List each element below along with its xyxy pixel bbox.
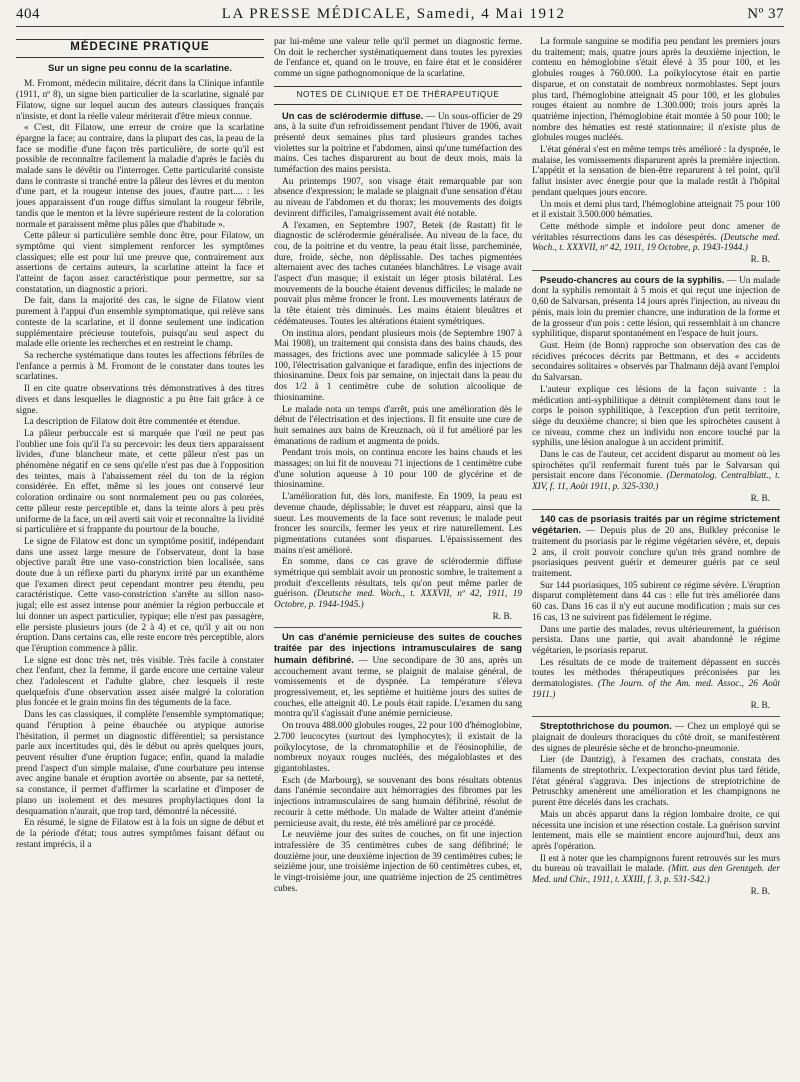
paragraph: Dans le cas de l'auteur, cet accident disparut au moment où les spirochètes qu'il renfermait furent tués par le Salvarsan qui persistait encore dans l'économie.	[532, 450, 780, 482]
reference: (Mitt. aus den Grenzgeb. der Med. und Chir., 1911, t. XXIII, f. 3, p. 531-542.)	[532, 864, 780, 886]
paragraph: Lier (de Dantzig), à l'examen des crachats, constata des filaments de streptothrix. L'expectoration devint plus tard fétide, l'état général s'aggrava. Des injections de streptotrichine de Petruschky amenèrent une amélioration et les champignons ne purent être décelés dans les crachats.	[532, 755, 780, 809]
reference: (Deutsche med. Woch., t. XXXVII, nº 42, 1911, 19 Octobre, p. 1944-1945.)	[274, 589, 522, 611]
divider	[532, 716, 780, 717]
issue-number: Nº 37	[747, 6, 784, 22]
paragraph: A l'examen, en Septembre 1907, Betek (de Rastatt) fit le diagnostic de sclérodermie généralisée. Au niveau de la face, du cou, de la poitrine et du ventre, la peau était lisse, parcheminée, dure, froide, sèche, non déplissable. Des taches pigmentées alternaient avec des taches cutanées blanchâtres. Le visage avait l'aspect d'un masque; il existait un léger ptosis bilatéral. Les mouvements de la bouche étaient devenus difficiles; le malade ne pouvait plus même froncer le front. Les mouvements latéraux de la tête étaient très diminués. Les mains étaient bleuâtres et cédémateuses. Toutes les altérations étaient symétriques.	[274, 220, 522, 327]
column-3	[532, 37, 780, 897]
paragraph: Gust. Heim (de Bonn) rapproche son observation des cas de récidives précoces décrits par Bettmann, et des « accidents secondaires solitaires » observés par Thalmann déjà avant l'emploi du Salvarsan.	[532, 340, 780, 384]
paragraph: Sa recherche systématique dans toutes les affections fébriles de l'enfance a permis à M. Fromont de le constater dans toutes les scarlatines.	[16, 350, 264, 383]
divider	[532, 270, 780, 271]
reference: (Deutsche med. Woch., t. XXXVII, nº 42, 1911, 19 Octobre, p. 1943-1944.)	[532, 232, 780, 254]
paragraph: Les résultats de ce mode de traitement dépassent en succès toutes les méthodes thérapeutiques préconisées par les dermatologistes.	[532, 657, 780, 690]
signature: R. B.	[492, 611, 512, 622]
paragraph: Dans une partie des malades, revus ultérieurement, la guérison persista. Dans une partie, qui avait abandonné le régime végétarien, le psoriasis reparut.	[532, 624, 780, 656]
paragraph: — Un malade dont la syphilis remontait à 5 mois et qui reçut une injection de 0,60 de Salvarsan, présenta 14 jours après l'injection, au niveau du pénis, mais loin du premier chancre, une induration de la forme et de la grosseur d'un pois : cette lésion, qui ressemblait à un chancre syphilitique, disparut spontanément en l'espace de huit jours.	[532, 275, 780, 340]
paragraph: — Depuis plus de 20 ans, Bulkley préconise le traitement du psoriasis par le régime végétarien sévère, et, depuis 2 ans, il croit pouvoir conclure qu'un très grand nombre de psoriasiques peuvent guérir et demeurer guéris par ce seul traitement.	[532, 526, 780, 580]
paragraph: L'auteur explique ces lésions de la façon suivante : la médication anti-syphilitique a détruit complètement dans tout le corps le poison syphilitique, à l'exception d'un petit territoire, siège du deuxième chancre; si bien que les spirochètes causent à ce niveau, comme chez un individu non encore touché par la syphilis, une lésion analogue à un accident primitif.	[532, 384, 780, 449]
paragraph: Un mois et demi plus tard, l'hémoglobine atteignait 75 pour 100 et il existait 3.500.000 hématies.	[532, 199, 780, 221]
columns	[16, 37, 784, 897]
paragraph: Au printemps 1907, son visage était remarquable par son absence d'expression; le malade se plaignait d'une sensation d'étau au niveau de l'abdomen et du thorax; les mouvements des doigts devinrent difficiles, l'amaigrissement avait été notable.	[274, 176, 522, 219]
column-1	[16, 37, 264, 897]
paragraph: L'état général s'est en même temps très amélioré : la dyspnée, le malaise, les vomissements disparurent après la première injection. L'appétit et la sensation de bien-être reparurent à tel point, qu'il fallut insister avec énergie pour que la malade restât à l'hôpital pendant quelques jours encore.	[532, 145, 780, 198]
section-heading: MÉDECINE PRATIQUE	[16, 39, 264, 58]
signature: R. B.	[750, 701, 770, 712]
article-subtitle: Sur un signe peu connu de la scarlatine.	[48, 62, 232, 74]
paragraph: En résumé, le signe de Filatow est à la fois un signe de début et de la période d'état; tous autres symptômes faisant défaut ou restant imprécis, il a	[16, 818, 264, 850]
paragraph: M. Fromont, médecin militaire, décrit dans la Clinique infantile (1911, nº 8), un signe bien particulier de la scarlatine, signalé par Filatow, signe sur lequel aucun des auteurs classiques français n'insiste, et dont la réelle valeur mériterait d'être mieux connue.	[16, 79, 264, 122]
divider	[274, 627, 522, 628]
paragraph: On trouva 488.000 globules rouges, 22 pour 100 d'hémoglobine, 2.700 leucocytes (surtout des lymphocytes); il existait de la poïkylocytose, de la chromatophilie et de l'éosinophilie, de nombreux noyaux rouges nucléés, des mégaloblastes et des gigantoblastes.	[274, 721, 522, 774]
paragraph: La formule sanguine se modifia peu pendant les premiers jours du traitement; mais, quatre jours après la deuxième injection, le contenu en hémoglobine s'était élevé à 35 pour 100, et les globules rouges à 760.000. La poïkylocytose était en partie disparue, et on constatait de nombreux normoblastes. Sept jours plus tard, l'hémoglobine atteignait 45 pour 100, et les globules rouges étaient au nombre de 1.300.000; trois jours après la quatrième injection, l'hémoglobine était montée à 50 pour 100; le nombre des hématies est resté stationnaire; il n'existe plus de globules rouges nucléés.	[532, 37, 780, 144]
divider	[532, 509, 780, 510]
signature: R. B.	[750, 886, 770, 897]
article-title: Pseudo-chancres au cours de la syphilis.	[540, 274, 725, 285]
signature: R. B.	[750, 493, 770, 504]
journal-title: LA PRESSE MÉDICALE, Samedi, 4 Mai 1912	[221, 6, 566, 22]
paragraph: De fait, dans la majorité des cas, le signe de Filatow vient purement à l'appui d'un ensemble symptomatique, qui relève sans conteste de la scarlatine, et il donne seulement une indication supplémentaire précieuse toutefois, puisqu'au seul aspect du malade elle oriente les recherches et en restreint le champ.	[16, 296, 264, 350]
paragraph: Sur 144 psoriasiques, 105 subirent ce régime sévère. L'éruption disparut complètement dans 44 cas : elle fut très améliorée dans 60 cas. Dans 16 cas il n'y eut aucune modification ; mais sur ces 16 cas, 13 ne suivirent pas fidèlement le régime.	[532, 580, 780, 623]
paragraph: Il en cite quatre observations très démonstratives à des titres divers et dans lesquelles le diagnostic a pu être fait grâce à ce signe.	[16, 384, 264, 416]
paragraph: — Une secondipare de 30 ans, après un accouchement avant terme, se plaignit de malaise général, de vomissements et de dyspnée. La température s'éleva progressivement, et, les septième et huitième jours des suites de couches, elle atteignit 40. Le pouls était rapide. L'examen du sang montra qu'il s'agissait d'une anémie pernicieuse.	[274, 655, 522, 720]
paragraph: L'amélioration fut, dès lors, manifeste. En 1909, la peau est devenue chaude, déplissable; le duvet est réapparu, ainsi que la sueur. Les mouvements de la face sont revenus; le malade peut froncer les sourcils, fermer les yeux et rire naturellement. Les pigmentations cutanées sont disparues. L'épaississement des mains n'est amélioré.	[274, 492, 522, 556]
paragraph: « C'est, dit Filatow, une erreur de croire que la scarlatine épargne la face; au contraire, dans la plupart des cas, la peau de la face se modifie d'une façon très particulière, de sorte qu'il est possible de reconnaître facilement la maladie d'après le faciès du malade sans le dévêtir ou l'interroger. Cette particularité consiste dans le contraste si tranché entre la pâleur des lèvres et du menton d'une part, et la rougeur intense des joues, d'autre part.... : les joues apparaissent d'un rouge diffus simulant la rougeur fébrile, tandis que le menton et la lèvre supérieure restent de la coloration normale et paraissent même plus pâles que d'habitude ».	[16, 123, 264, 230]
paragraph: On institua alors, pendant plusieurs mois (de Septembre 1907 à Mai 1908), un traitement qui consista dans des bains chauds, des massages, des frictions avec une pommade salicylée à 15 pour 100, l'électrisation galvanique et faradique, enfin des injections de thiosinamine. Deux fois par semaine, on injectait dans la peau du dos 1/2 à 1 centimètre cube de solution alcoolique de thiosinamine.	[274, 328, 522, 403]
article-title: Streptothrichose du poumon.	[540, 721, 672, 732]
paragraph: Mais un abcès apparut dans la région lombaire droite, ce qui nécessita une incision et une résection costale. La guérison survint lentement, mais elle se maintient encore aujourd'hui, deux ans après l'opération.	[532, 809, 780, 852]
signature: R. B.	[750, 255, 770, 266]
paragraph: Esch (de Marbourg), se souvenant des bons résultats obtenus dans l'anémie secondaire aux hémorragies des fibromes par les injections intramusculaires de sang humain défibriné, résolut de recourir à cette méthode. Un malade de Walter atteint d'anémie pernicieuse avait, du reste, été très amélioré par ce procédé.	[274, 775, 522, 829]
column-2	[274, 37, 522, 897]
paragraph: En somme, dans ce cas grave de sclérodermie diffuse symétrique qui semblait avoir un pronostic sombre, le traitement a produit d'excellents résultats, tels qu'on peut même parler de guérison.	[274, 557, 522, 600]
paragraph: La description de Filatow doit être commentée et étendue.	[24, 417, 241, 428]
notes-section-heading: NOTES DE CLINIQUE ET DE THÉRAPEUTIQUE	[274, 86, 522, 105]
article-title: 140 cas de psoriasis traités par un régime strictement végétarien.	[532, 513, 780, 536]
reference: (The Journ. of the Am. med. Assoc., 26 Août 1911.)	[532, 679, 780, 700]
paragraph: Il est à noter que les champignons furent retrouvés sur les murs du bureau où travaillait le malade.	[532, 853, 780, 875]
paragraph: Pendant trois mois, on continua encore les bains chauds et les massages; on lui fit de nouveau 71 injections de 1 centimètre cube d'une solution aqueuse à 10 pour 100 de glycérine et de thiosinamine.	[274, 448, 522, 491]
paragraph: par lui-même une valeur telle qu'il permet un diagnostic ferme. On doit le rechercher systématiquement dans toutes les pyrexies de l'enfance et, quand on le trouve, en faire état et le considérer comme un signe pathognomonique de la scarlatine.	[274, 37, 522, 80]
paragraph: Le signe de Filatow est donc un symptôme positif, indépendant dans une assez large mesure de l'observateur, dont la base objective paraît être une vaso-constriction bien localisée, sans doute due à un réflexe parti du pharynx irrité par un exanthème que l'examen direct peut cependant montrer peu étendu, peu caractéristique. Cette vaso-constriction s'arrête au sillon naso-jugal; elle est assez intense pour anémier la région perbuccale et lui donner un aspect particulier, typique; elle n'est pas passagère, elle persiste plusieurs jours (de 2 à 4) et ce, qu'il y ait ou non éruption. Dans certains cas, elle reste encore très perceptible, alors que l'éruption commence à pâlir.	[16, 536, 264, 654]
page-header	[16, 6, 784, 27]
paragraph: La pâleur perbuccale est si marquée que l'œil ne peut pas l'oublier une fois qu'il l'a su percevoir: les deux tiers apparaissent livides, d'une blancheur mate, et cette pâleur n'est pas un phénomène négatif en ce sens qu'elle n'est pas due à l'opposition des teintes, mais à l'abaissement réel du ton de la région considérée. En effet, même si les joues ont conservé leur coloration ordinaire ou sont normalement peu ou pas colorées, cette pâleur reste perceptible et, dans la teinte alors à peu près uniforme de la face, un œil averti sait voir et reconnaître la lividité si particulière et si frappante du pourtour de la bouche.	[16, 428, 264, 536]
article-title: Un cas de sclérodermie diffuse.	[282, 110, 424, 121]
paragraph: Dans les cas classiques, il complète l'ensemble symptomatique; quand l'éruption à peine ébauchée ou atypique autorise l'hésitation, il permet un diagnostic différentiel; sa persistance parle aux incertitudes qui, dès le début ou après quelques jours, peuvent résulter d'une éruption fugace; enfin, quand la maladie prend l'aspect d'un simple malaise, d'une courbature peu intense avec angine banale et éruption avortée ou absente, par sa netteté, sa constance, il permet d'affirmer la scarlatine et d'imposer de plano un isolement et des mesures prophylactiques dont la desquamation n'aurait, que trop tard, démontré la nécessité.	[16, 710, 264, 817]
page-number: 404	[16, 6, 40, 22]
paragraph: Le signe est donc très net, très visible. Très facile à constater chez l'enfant, chez la femme, il garde encore une certaine valeur chez l'adolescent et l'adulte glabre, chez lesquels il reste quelquefois d'une observation assez aisée malgré la coloration plus foncée et le grain moins fin des téguments de la face.	[16, 655, 264, 709]
paragraph: Cette pâleur si particulière semble donc être, pour Filatow, un symptôme qui vient simplement renforcer les symptômes classiques; elle est pour lui une preuve que, contrairement aux assertions de certains auteurs, la scarlatine atteint la face et l'atteint de façon assez caractéristique pour permettre, sur sa constatation, un diagnostic a priori.	[16, 231, 264, 295]
paragraph: Le neuvième jour des suites de couches, on fit une injection intrafessière de 35 centimètres cubes de sang défibriné; le douzième jour, une deuxième injection de 39 centimètres cubes; le seizième jour, une troisième injection de 60 centimètres cubes, et, le vingt-troisième jour, une quatrième injection de 25 centimètres cubes.	[274, 830, 522, 894]
paragraph: — Chez un employé qui se plaignait de douleurs thoraciques du côté droit, se manifestèrent des signes de pleurésie sèche et de broncho-pneumonie.	[532, 722, 780, 754]
paragraph: Cette méthode simple et indolore peut donc amener de véritables résurrections dans les cas désespérés.	[532, 221, 780, 243]
article-title: Un cas d'anémie pernicieuse des suites de couches traitée par des injections intramusculaires de sang humain défibriné.	[274, 631, 522, 665]
paragraph: — Un sous-officier de 29 ans, à la suite d'un refroidissement pendant l'hiver de 1906, avait présenté deux semaines plus tard plusieurs grandes taches violettes sur la poitrine et l'abdomen, ainsi qu'une tuméfaction des mains. Ces taches disparurent au bout de deux mois, mais la tuméfaction des mains persista.	[274, 111, 522, 176]
reference: (Dermatolog. Centralblatt., t. XIV, f. 11, Août 1911, p. 325-330.)	[532, 471, 780, 493]
paragraph: Le malade nota un temps d'arrêt, puis une amélioration dès le début de l'électrisation et des injections. Il fit ensuite une cure de huit semaines aux bains de Kreuznach, où il fut amélioré par les émanations de radium et augmenta de poids.	[274, 404, 522, 447]
